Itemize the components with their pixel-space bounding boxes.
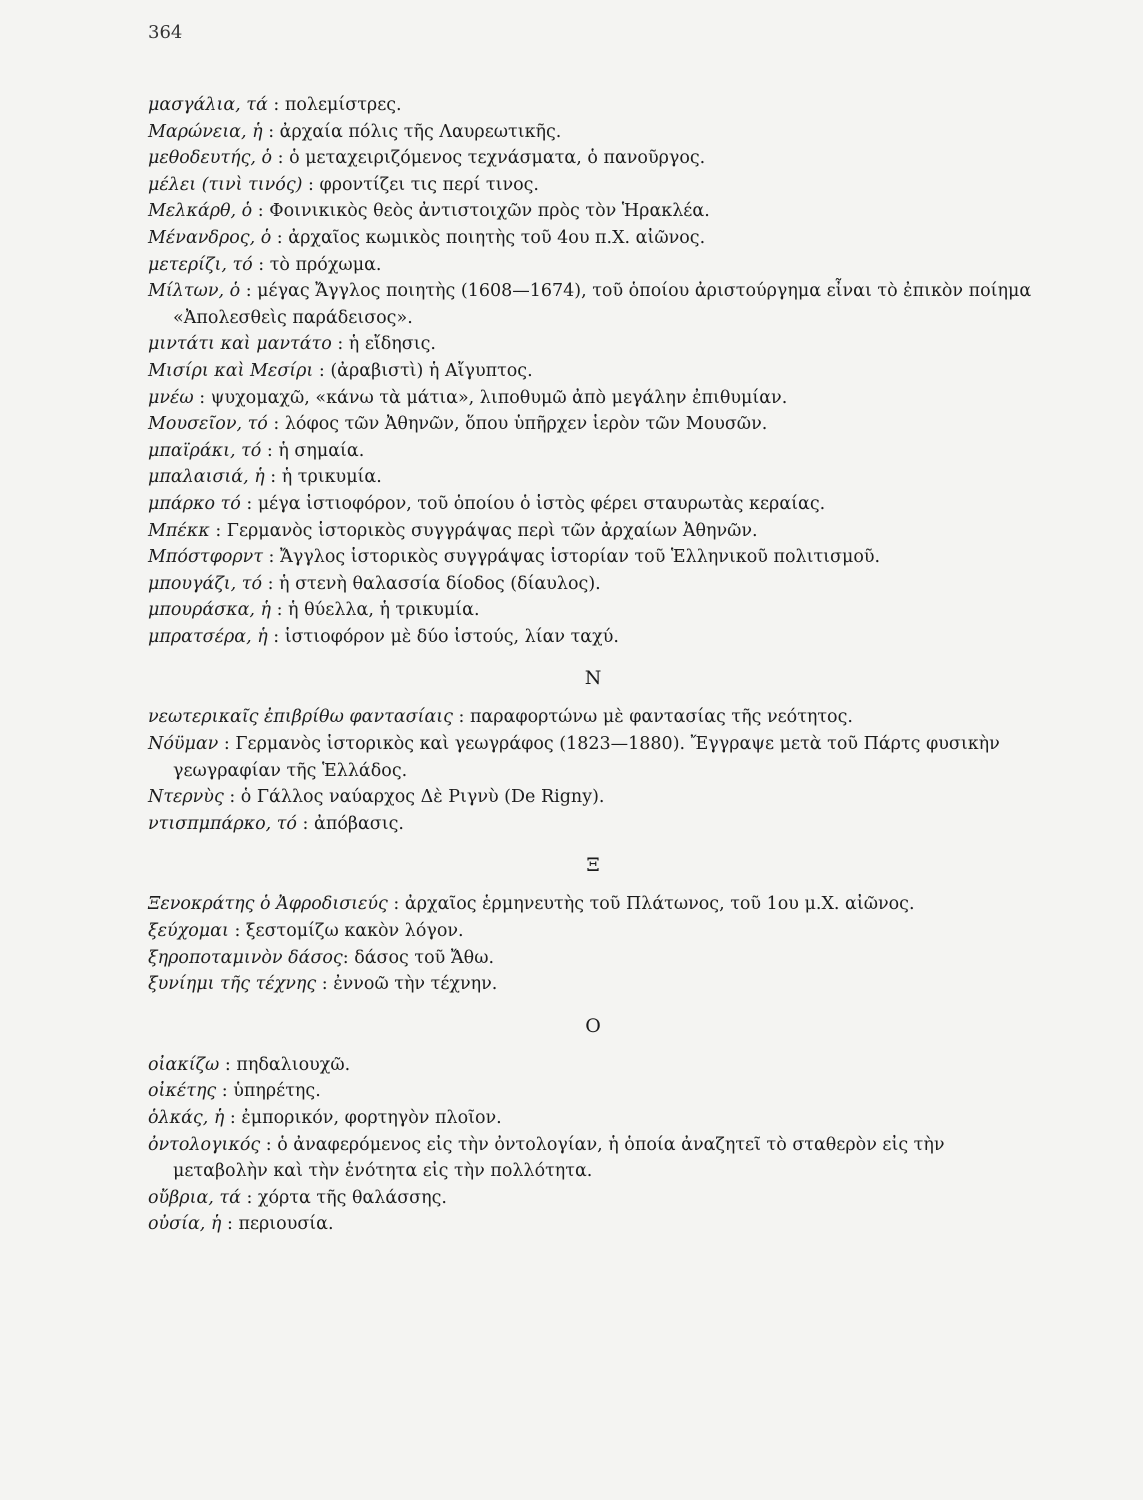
section-letter-o: Ο	[585, 1014, 601, 1037]
entry-definition: ἐμπορικόν, φορτηγὸν πλοῖον.	[241, 1108, 502, 1128]
entry-definition: πηδαλιουχῶ.	[236, 1054, 351, 1075]
dictionary-entry	[148, 811, 1038, 838]
entry-separator: :	[252, 254, 270, 275]
entry-term: Ντερνὺς	[148, 787, 224, 808]
dictionary-entry	[148, 491, 1038, 518]
dictionary-entry	[148, 518, 1038, 545]
entry-term: ξηροποταμινὸν δάσος	[148, 947, 343, 968]
entry-definition: ὁ Γάλλος ναύαρχος Δὲ Ριγνὺ (De Rigny).	[240, 787, 605, 808]
dictionary-entry	[148, 784, 1038, 811]
entry-definition: ἡ εἴδησις.	[348, 334, 436, 355]
entry-term: Μένανδρος, ὁ	[148, 227, 272, 248]
entry-term: οἰκέτης	[148, 1081, 217, 1102]
entry-term: Μίλτων, ὁ	[148, 281, 241, 302]
entry-separator: :	[240, 1187, 258, 1208]
entry-separator: :	[262, 547, 281, 568]
entry-term: μπαλαισιά, ἡ	[148, 467, 265, 488]
entry-separator: :	[342, 947, 355, 968]
entry-definition: ἐννοῶ τὴν τέχνην.	[333, 974, 498, 995]
entry-separator: :	[302, 174, 320, 195]
entry-term: μετερίζι, τό	[148, 254, 253, 275]
dictionary-entry	[148, 624, 1038, 651]
dictionary-entry	[148, 358, 1038, 385]
entry-separator: :	[316, 974, 334, 995]
entry-definition: ἡ στενὴ θαλασσία δίοδος (δίαυλος).	[279, 573, 601, 594]
dictionary-entry	[148, 331, 1038, 358]
entry-separator: :	[271, 227, 289, 248]
dictionary-entry	[148, 278, 1038, 331]
entry-separator: :	[260, 1134, 278, 1155]
entry-separator: :	[240, 493, 258, 514]
entry-separator: :	[221, 1214, 239, 1235]
entry-separator: :	[313, 360, 331, 381]
entry-definition: ὑπηρέτης.	[233, 1081, 321, 1102]
entry-definition: φροντίζει τις περί τινος.	[319, 174, 539, 195]
dictionary-entry	[148, 1052, 1038, 1079]
entries-block-n	[148, 704, 1038, 837]
entry-term: Ξενοκράτης ὁ Ἀφροδισιεύς	[148, 894, 388, 915]
entries-block-xi	[148, 891, 1038, 997]
entry-term: οὔβρια, τά	[148, 1187, 241, 1208]
entry-separator: :	[271, 600, 289, 621]
entry-separator: :	[267, 95, 285, 115]
entry-separator: :	[262, 121, 280, 142]
dictionary-entry	[148, 571, 1038, 598]
entry-term: μπουράσκα, ἡ	[148, 600, 272, 621]
dictionary-entry	[148, 544, 1038, 571]
entry-definition: ἡ θύελλα, ἡ τρικυμία.	[288, 600, 480, 621]
dictionary-entry	[148, 891, 1038, 918]
page-number: 364	[148, 22, 183, 43]
entry-definition: ἱστιοφόρον μὲ δύο ἱστούς, λίαν ταχύ.	[284, 626, 619, 647]
entry-definition: ἡ σημαία.	[278, 440, 365, 461]
entry-separator: :	[331, 334, 349, 355]
entry-term: ξυνίημι τῆς τέχνης	[148, 974, 317, 995]
dictionary-entry	[148, 1132, 1038, 1185]
entry-definition: πολεμίστρες.	[284, 95, 402, 115]
entry-separator: :	[223, 787, 241, 808]
entry-separator: :	[228, 921, 246, 942]
entry-separator: :	[209, 520, 227, 541]
entry-separator: :	[261, 440, 279, 461]
entry-separator: :	[262, 573, 280, 594]
entry-definition: ξεστομίζω κακὸν λόγον.	[245, 921, 464, 942]
entry-definition: τὸ πρόχωμα.	[269, 254, 382, 275]
entry-separator: :	[264, 467, 282, 488]
section-letter-n: Ν	[584, 667, 602, 690]
entry-definition: Ἄγγλος ἱστορικὸς συγγράψας ἱστορίαν τοῦ Ἑλληνικοῦ πολιτισμοῦ.	[280, 547, 881, 568]
dictionary-entry	[148, 1185, 1038, 1212]
dictionary-entry	[148, 464, 1038, 491]
entry-term: ντισπμπάρκο, τό	[148, 813, 297, 834]
entry-definition: περιουσία.	[238, 1214, 334, 1235]
entry-separator: :	[193, 387, 211, 408]
entry-separator: :	[272, 148, 290, 169]
dictionary-entry	[148, 597, 1038, 624]
entry-definition: λόφος τῶν Ἀθηνῶν, ὅπου ὑπῆρχεν ἱερὸν τῶν Μουσῶν.	[284, 414, 768, 435]
dictionary-content	[148, 92, 1038, 1238]
entry-separator: :	[252, 201, 270, 222]
entry-definition: παραφορτώνω μὲ φαντασίας τῆς νεότητος.	[469, 707, 853, 728]
entry-term: μιντάτι καὶ μαντάτο	[148, 334, 332, 355]
entry-separator: :	[387, 894, 405, 915]
entries-block-m	[148, 92, 1038, 650]
entry-term: ξεύχομαι	[148, 921, 229, 942]
dictionary-entry	[148, 252, 1038, 279]
dictionary-entry	[148, 945, 1038, 972]
entry-definition: ἀρχαία πόλις τῆς Λαυρεωτικῆς.	[279, 121, 562, 142]
entry-term: ὀντολογικός	[148, 1134, 261, 1155]
dictionary-entry	[148, 198, 1038, 225]
entry-definition: δάσος τοῦ Ἄθω.	[354, 947, 495, 968]
entry-definition: μέγας Ἄγγλος ποιητὴς (1608—1674), τοῦ ὁποίου ἀριστούργημα εἶναι τὸ ἐπικὸν ποίημα «Ἀπολεσθεὶς παράδεισος».	[173, 281, 1032, 328]
dictionary-entry	[148, 1105, 1038, 1132]
dictionary-entry	[148, 411, 1038, 438]
entry-term: μπουγάζι, τό	[148, 573, 263, 594]
entry-definition: ἡ τρικυμία.	[281, 467, 382, 488]
entry-term: Μπόστφορντ	[148, 547, 263, 568]
entry-term: μπαϊράκι, τό	[148, 440, 262, 461]
entry-definition: (ἀραβιστὶ) ἡ Αἴγυπτος.	[330, 360, 533, 381]
entries-block-o	[148, 1052, 1038, 1238]
dictionary-entry	[148, 119, 1038, 146]
entry-term: μέλει (τινὶ τινός)	[148, 174, 303, 195]
entry-definition: Φοινικικὸς θεὸς ἀντιστοιχῶν πρὸς τὸν Ἡρακλέα.	[269, 201, 710, 222]
entry-definition: μέγα ἱστιοφόρον, τοῦ ὁποίου ὁ ἱστὸς φέρει σταυρωτὰς κεραίας.	[257, 493, 826, 514]
entry-separator: :	[267, 626, 285, 647]
entry-separator: :	[267, 414, 285, 435]
entry-definition: ψυχομαχῶ, «κάνω τὰ μάτια», λιποθυμῶ ἀπὸ μεγάλην ἐπιθυμίαν.	[210, 387, 788, 408]
dictionary-entry	[148, 1211, 1038, 1238]
entry-term: μπρατσέρα, ἡ	[148, 626, 268, 647]
entry-term: ὁλκάς, ἡ	[148, 1108, 225, 1128]
entry-term: οἰακίζω	[148, 1054, 220, 1075]
entry-term: Μαρώνεια, ἡ	[148, 121, 263, 142]
entry-separator: :	[224, 1108, 242, 1128]
entry-definition: ἀρχαῖος κωμικὸς ποιητὴς τοῦ 4ου π.Χ. αἰῶνος.	[288, 227, 706, 248]
dictionary-entry	[148, 145, 1038, 172]
dictionary-entry	[148, 172, 1038, 199]
entry-term: Μελκάρθ, ὁ	[148, 201, 253, 222]
entry-definition: Γερμανὸς ἱστορικὸς συγγράψας περὶ τῶν ἀρχαίων Ἀθηνῶν.	[226, 520, 758, 541]
section-letter-xi: Ξ	[586, 854, 600, 877]
dictionary-entry	[148, 92, 1038, 119]
dictionary-entry	[148, 918, 1038, 945]
entry-term: μπάρκο τό	[148, 493, 241, 514]
entry-term: νεωτερικαῖς ἐπιβρίθω φαντασίαις	[148, 707, 453, 728]
entry-separator: :	[296, 813, 314, 834]
dictionary-entry	[148, 704, 1038, 731]
entry-term: μεθοδευτής, ὁ	[148, 148, 273, 169]
entry-separator: :	[218, 734, 236, 755]
entry-term: Μπέκκ	[148, 520, 210, 541]
entry-term: μασγάλια, τά	[148, 95, 268, 115]
entry-term: μνέω	[148, 387, 194, 408]
dictionary-entry	[148, 385, 1038, 412]
entry-definition: ὁ μεταχειριζόμενος τεχνάσματα, ὁ πανοῦργος.	[289, 148, 706, 169]
entry-definition: ἀρχαῖος ἑρμηνευτὴς τοῦ Πλάτωνος, τοῦ 1ου μ.Χ. αἰῶνος.	[404, 894, 915, 915]
entry-separator: :	[216, 1081, 234, 1102]
entry-separator: :	[240, 281, 258, 302]
dictionary-entry	[148, 225, 1038, 252]
entry-term: Μισίρι καὶ Μεσίρι	[148, 360, 314, 381]
dictionary-entry	[148, 971, 1038, 998]
entry-definition: ἀπόβασις.	[314, 813, 404, 834]
entry-definition: χόρτα τῆς θαλάσσης.	[257, 1187, 447, 1208]
entry-term: οὐσία, ἡ	[148, 1214, 222, 1235]
entry-separator: :	[452, 707, 470, 728]
dictionary-entry	[148, 1078, 1038, 1105]
entry-term: Νόϋμαν	[148, 734, 219, 755]
dictionary-entry	[148, 438, 1038, 465]
dictionary-entry	[148, 731, 1038, 784]
entry-definition: ὁ ἀναφερόμενος εἰς τὴν ὀντολογίαν, ἡ ὁποία ἀναζητεῖ τὸ σταθερὸν εἰς τὴν μεταβολὴν καὶ τὴν ἑνότητα εἰς τὴν πολλότητα.	[173, 1134, 945, 1182]
entry-term: Μουσεῖον, τό	[148, 414, 268, 435]
entry-separator: :	[219, 1054, 237, 1075]
entry-definition: Γερμανὸς ἱστορικὸς καὶ γεωγράφος (1823—1880). Ἔγγραψε μετὰ τοῦ Πάρτς φυσικὴν γεωγραφίαν τῆς Ἑλλάδος.	[173, 734, 1000, 781]
